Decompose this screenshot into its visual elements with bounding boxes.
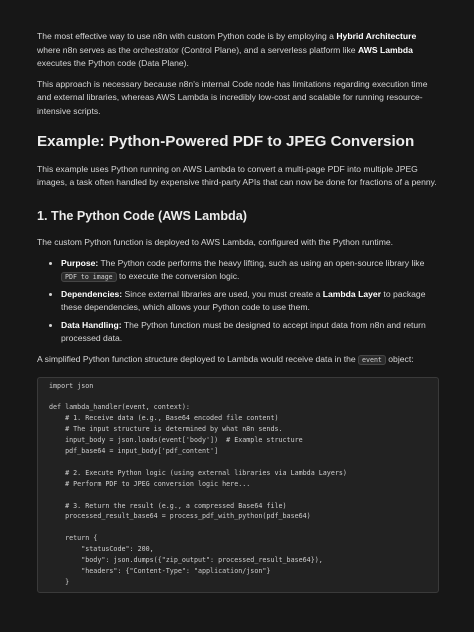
- example-description: This example uses Python running on AWS Lambda to convert a multi-page PDF into multiple JPEG images, a task often handled by expensive third-party APIs that can now be done for fractions of a penny.: [37, 163, 437, 188]
- section-1-heading: 1. The Python Code (AWS Lambda): [37, 208, 247, 223]
- dependencies-text: to package these dependencies, which allows your Python code to use them.: [61, 288, 426, 313]
- list-item-purpose: [61, 257, 437, 284]
- inline-code-pdf-to-image: PDF to image: [61, 272, 117, 282]
- purpose-text: to execute the conversion logic.: [116, 271, 240, 282]
- dependencies-text: Since external libraries are used, you must create a: [122, 288, 323, 299]
- intro-text: executes the Python code (Data Plane).: [37, 58, 189, 69]
- intro-text: The most effective way to use n8n with custom Python code is by employing a: [37, 31, 337, 41]
- intro-text: where n8n serves as the orchestrator (Control Plane), and a serverless platform like: [37, 44, 358, 55]
- python-code: import json def lambda_handler(event, context): # 1. Receive data (e.g., Base64 encoded file content) # The input structure is determined by what n8n sends. input_body = json.loads(event['body']) # Example structure pdf_base64 = input_body['pdf_content'] # 2. Execute Python logic (using external libraries via Lambda Layers) # Perform PDF to JPEG conversion logic here... # 3. Return the result (e.g., a compressed Base64 file) processed_result_base64 = process_pdf_with_python(pdf_base64) return { "statusCode": 200, "body": json.dumps({"zip_output": processed_result_base64}), "headers": {"Content-Type": "application/json"} }: [49, 381, 347, 586]
- dependencies-label: Dependencies:: [61, 288, 123, 299]
- section-1-intro: The custom Python function is deployed to AWS Lambda, configured with the Python runtime.: [37, 236, 394, 247]
- purpose-label: Purpose:: [61, 257, 99, 268]
- lambda-layer-emphasis: Lambda Layer: [322, 288, 382, 299]
- requirements-list: [37, 257, 437, 346]
- data-handling-text: The Python function must be designed to accept input data from n8n and return processed data.: [61, 319, 426, 344]
- list-item-dependencies: [61, 288, 437, 315]
- purpose-text: The Python code performs the heavy lifting, such as using an open-source library like: [98, 257, 425, 268]
- inline-code-event: event: [358, 355, 386, 365]
- intro-paragraph-2: This approach is necessary because n8n's internal Code node has limitations regarding execution time and external libraries, whereas AWS Lambda is incredibly low-cost and scalable for running resource-intensive scripts.: [37, 78, 428, 116]
- aws-lambda-emphasis: AWS Lambda: [357, 44, 413, 55]
- structure-intro: [37, 353, 437, 367]
- structure-text: A simplified Python function structure deployed to Lambda would receive data in the: [37, 354, 359, 365]
- structure-text: object:: [385, 354, 414, 365]
- example-heading: Example: Python-Powered PDF to JPEG Conversion: [37, 133, 415, 151]
- python-code-block[interactable]: [37, 377, 439, 593]
- intro-paragraph-1: [37, 30, 437, 71]
- hybrid-architecture-emphasis: Hybrid Architecture: [336, 31, 417, 41]
- data-handling-label: Data Handling:: [61, 319, 122, 330]
- document-page: [37, 30, 437, 593]
- list-item-data-handling: [61, 319, 437, 346]
